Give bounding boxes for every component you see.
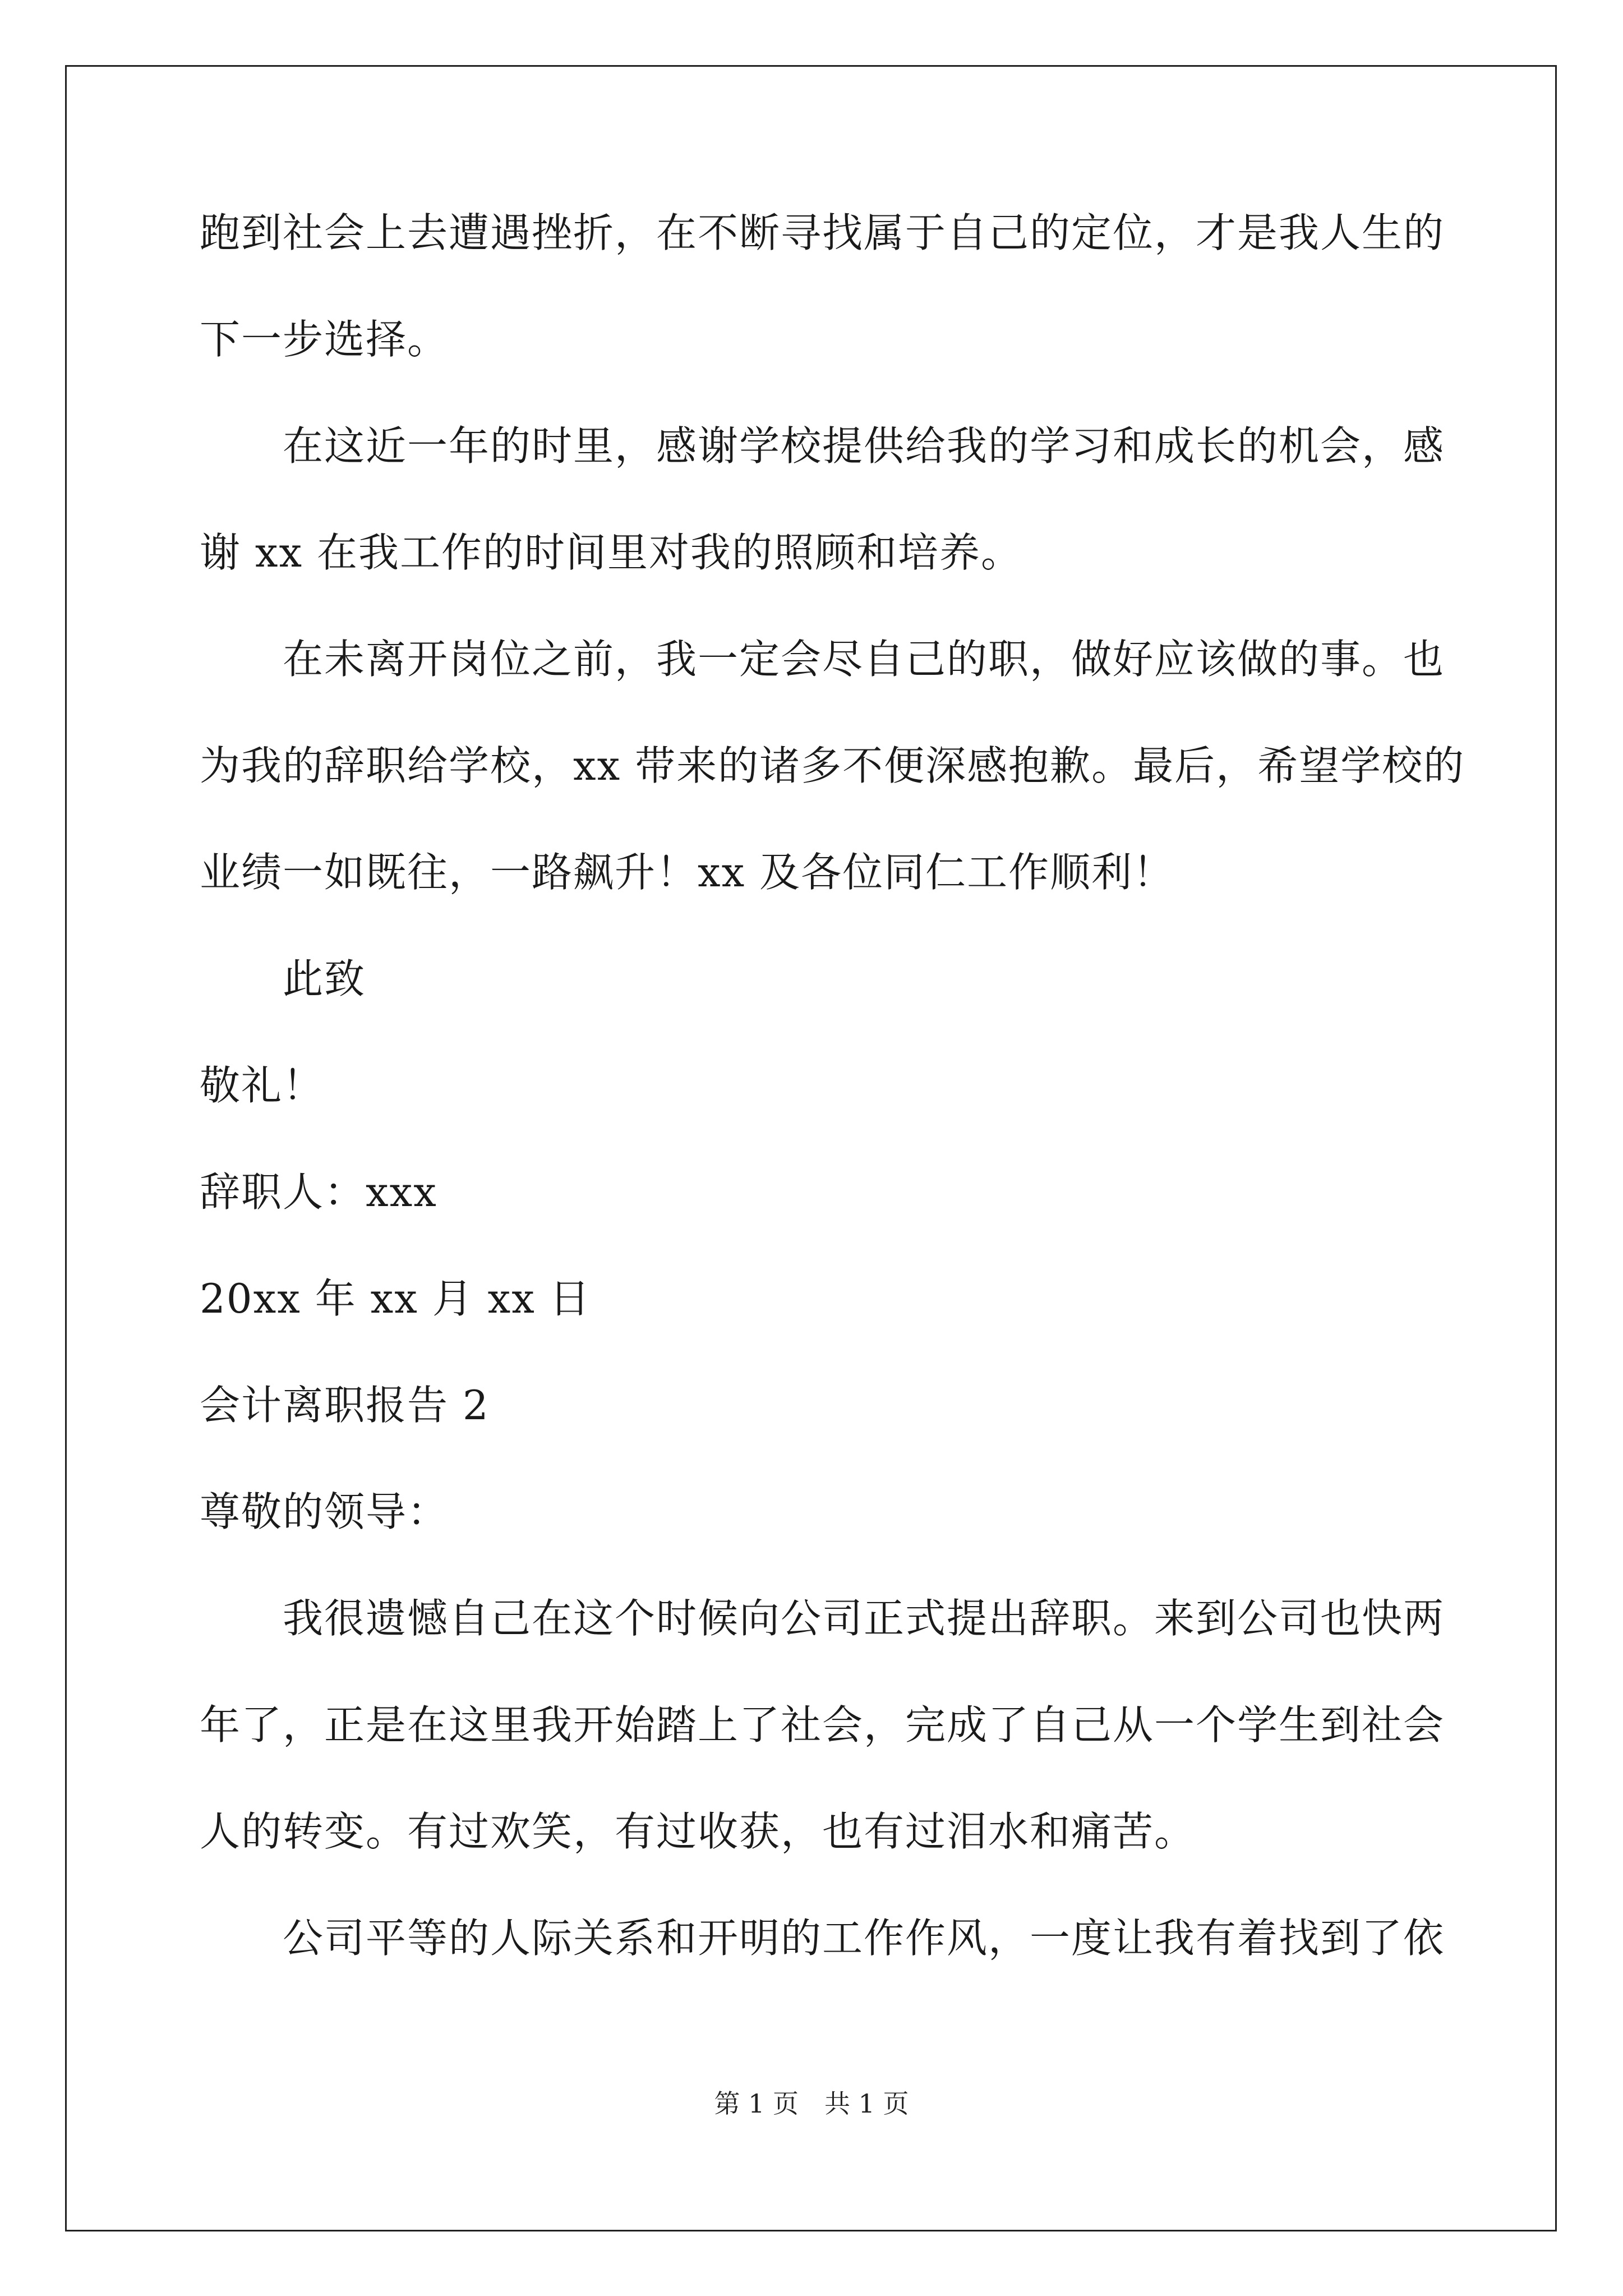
text-line: 谢 xx 在我工作的时间里对我的照顾和培养。 — [200, 529, 1022, 576]
text-line: 为我的辞职给学校，xx 带来的诸多不便深感抱歉。最后，希望学校的 — [200, 742, 1465, 789]
text-line: 在这近一年的时里，感谢学校提供给我的学习和成长的机会，感 — [283, 422, 1445, 470]
page-border — [65, 65, 1557, 2231]
salutation-line: 此致 — [283, 955, 366, 1002]
date-line: 20xx 年 xx 月 xx 日 — [200, 1275, 591, 1322]
text-line: 跑到社会上去遭遇挫折，在不断寻找属于自己的定位，才是我人生的 — [200, 209, 1445, 256]
text-line: 业绩一如既往，一路飙升！xx 及各位同仁工作顺利！ — [200, 849, 1175, 896]
text-line: 公司平等的人际关系和开明的工作作风，一度让我有着找到了依 — [283, 1915, 1445, 1962]
greeting-line: 尊敬的领导： — [200, 1488, 449, 1535]
page-footer: 第 1 页 共 1 页 — [714, 2088, 909, 2119]
text-line: 年了，正是在这里我开始踏上了社会，完成了自己从一个学生到社会 — [200, 1701, 1445, 1749]
section-title: 会计离职报告 2 — [200, 1382, 490, 1429]
signatory-line: 辞职人：xxx — [200, 1168, 437, 1216]
closing-line: 敬礼！ — [200, 1062, 325, 1109]
text-line: 人的转变。有过欢笑，有过收获，也有过泪水和痛苦。 — [200, 1808, 1196, 1855]
text-line: 下一步选择。 — [200, 316, 449, 363]
text-line: 我很遗憾自己在这个时候向公司正式提出辞职。来到公司也快两 — [283, 1595, 1445, 1642]
text-line: 在未离开岗位之前，我一定会尽自己的职，做好应该做的事。也 — [283, 636, 1445, 683]
